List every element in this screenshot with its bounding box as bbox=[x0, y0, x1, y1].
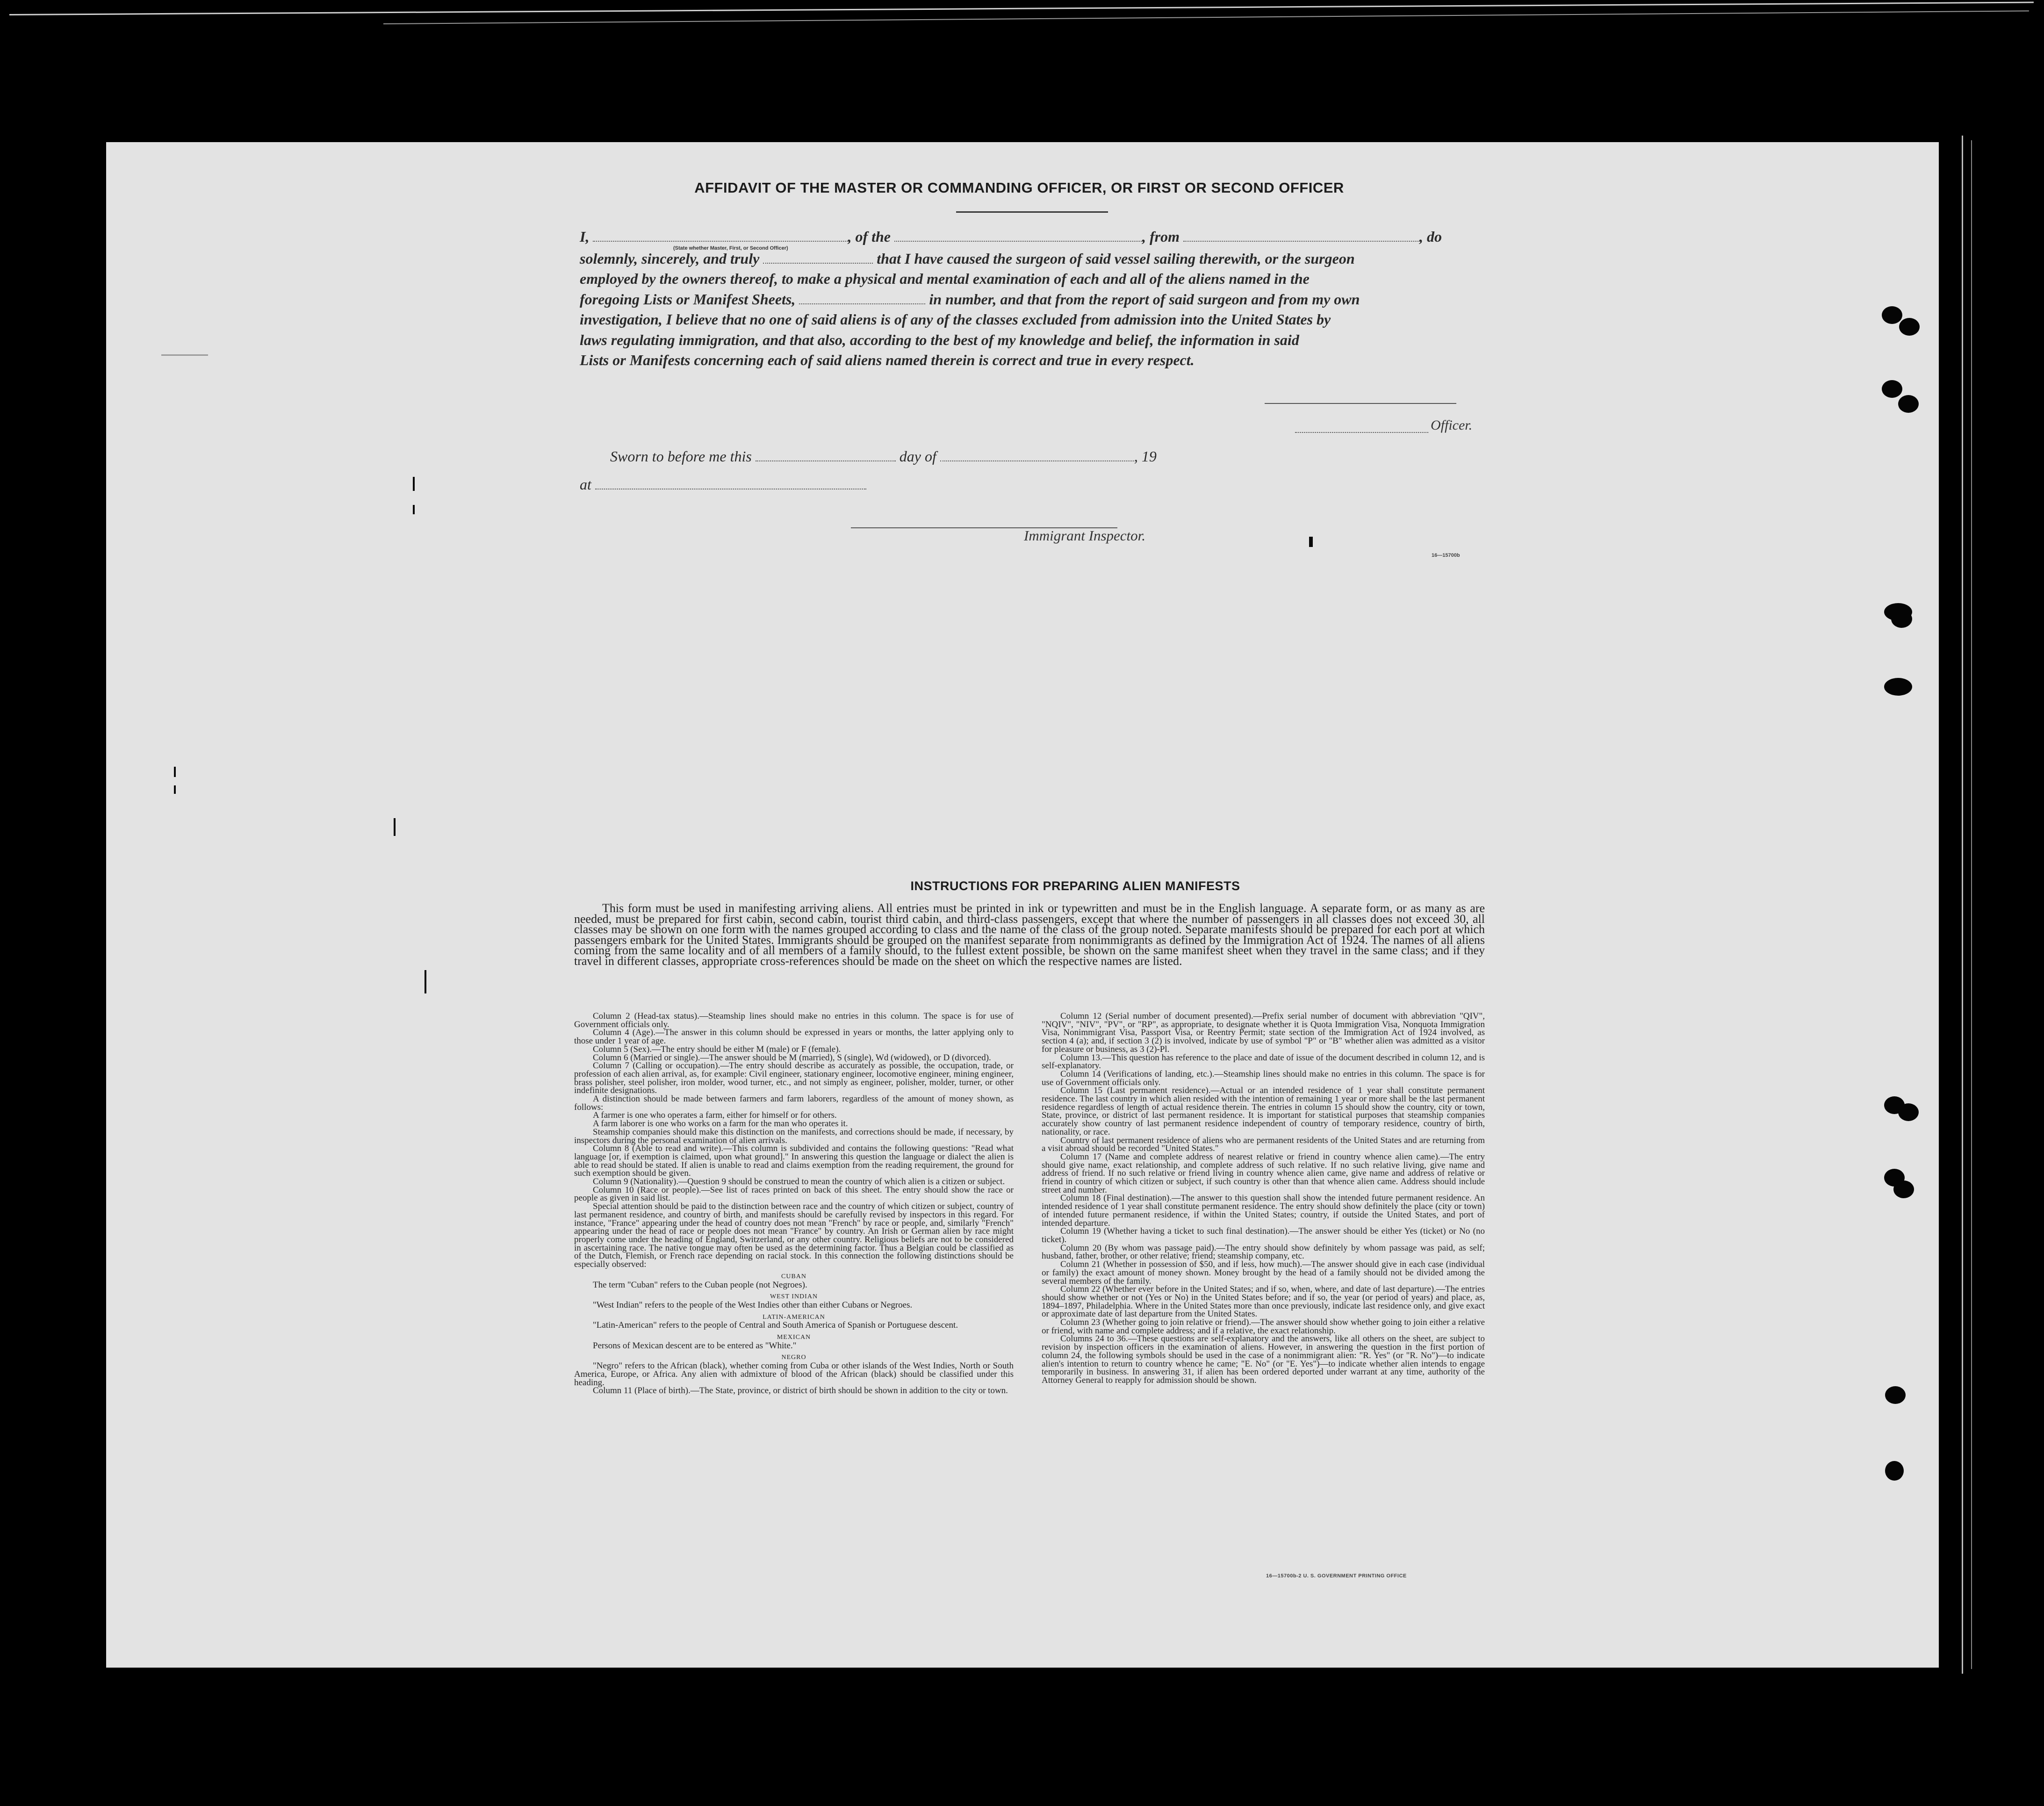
signature-line[interactable] bbox=[1265, 403, 1456, 404]
date-blank[interactable] bbox=[763, 252, 873, 264]
affidavit-line-6: laws regulating immigration, and that also, according to the best of my knowledge and belief, the information in said bbox=[580, 331, 1299, 348]
race-note: Persons of Mexican descent are to be entered as "White." bbox=[593, 1340, 797, 1351]
scan-mark bbox=[425, 970, 426, 993]
binding-hole bbox=[1885, 1386, 1906, 1404]
instructions-intro: This form must be used in manifesting arriving aliens. All entries must be printed in ink or typewritten and must be in the English language. A separate form, or as many as are needed, must be prepared for first cabin, second cabin, tourist third cabin, and third-class passengers, except that where the number of passengers in all classes does not exceed 30, all classes may be shown on one form with the names grouped according to class and the name of the class of the group noted. Separate manifests should be prepared for each port at which passengers embark for the United States. Immigrants should be grouped on the manifest separate from nonimmigrants as defined by the Immigration Act of 1924. The names of all aliens coming from the same locality and of all members of a family should, to the fullest extent possible, be shown on the same manifest sheet when they travel in the same class; and if they travel in different classes, appropriate cross-references should be made on the sheet on which the respective names are listed. bbox=[574, 901, 1485, 968]
column-instruction: Column 5 (Sex).—The entry should be either M (male) or F (female). bbox=[593, 1044, 841, 1054]
column-instruction: Column 9 (Nationality).—Question 9 should be construed to mean the country of which alien is a citizen or subject. bbox=[593, 1177, 1005, 1187]
vessel-blank[interactable] bbox=[894, 230, 1142, 242]
officer-rank-note: (State whether Master, First, or Second Officer) bbox=[673, 245, 788, 251]
affidavit-text: in number, and that from the report of said surgeon and from my own bbox=[929, 291, 1360, 308]
sworn-line bbox=[610, 448, 1157, 465]
officer-label: Officer. bbox=[1431, 417, 1473, 433]
column-instruction: Country of last permanent residence of aliens who are permanent residents of the United States and are returning from a visit abroad should be recorded "United States." bbox=[1042, 1135, 1485, 1154]
instructions-title: INSTRUCTIONS FOR PREPARING ALIEN MANIFESTS bbox=[910, 879, 1240, 893]
affidavit-text: , from bbox=[1142, 228, 1180, 245]
inspector-label: Immigrant Inspector. bbox=[1024, 527, 1146, 544]
column-instruction: Column 13.—This question has reference to the place and date of issue of the document described in column 12, and is self-explanatory. bbox=[1042, 1052, 1485, 1071]
column-instruction: Column 11 (Place of birth).—The State, province, or district of birth should be shown in addition to the city or town. bbox=[593, 1386, 1008, 1396]
column-instruction: Column 6 (Married or single).—The answer should be M (married), S (single), Wd (widowed), or D (divorced). bbox=[593, 1052, 991, 1063]
scan-mark bbox=[1309, 537, 1313, 547]
column-instruction: Column 21 (Whether in possession of $50, and if less, how much).—The answer should give in each case (individual or family) the exact amount of money shown. Money brought by the head of a family should not be divided among the several members of the family. bbox=[1042, 1259, 1485, 1286]
scan-mark bbox=[413, 477, 415, 491]
port-blank[interactable] bbox=[1183, 230, 1419, 242]
binding-hole bbox=[1898, 1103, 1919, 1121]
column-instruction: Special attention should be paid to the distinction between race and the country of which citizen or subject, country of last permanent residence, and country of birth, and manifests should be carefully revised by inspectors in this regard. For instance, "France" appearing under the head of country does not mean "French" by race or people, and, similarly "French" appearing under the head of race or people does not mean "France" by country. An Irish or German alien by race might properly come under the heading of England, Switzerland, or any other country. Religious beliefs are not to be considered in ascertaining race. The native tongue may often be used as the determining factor. Thus a Belgian could be classified as of the Dutch, Flemish, or French race depending on racial stock. In this connection the following distinctions should be especially observed: bbox=[574, 1202, 1014, 1270]
column-instruction: Column 8 (Able to read and write).—This column is subdivided and contains the following questions: "Read what language [or, if exemption is claimed, upon what ground]." In answering this question the language or dialect the alien is able to read should be stated. If alien is unable to read and claims exemption from the reading requirement, the ground for such exemption should be given. bbox=[574, 1144, 1014, 1179]
binding-hole bbox=[1891, 610, 1912, 628]
column-instruction: Column 18 (Final destination).—The answer to this question shall show the intended future permanent residence. An intended residence of 1 year shall constitute permanent residence. The entry should show definitely the place (city or town) of intended future permanent residence, if within the United States; country, if outside the United States, and port of intended departure. bbox=[1042, 1193, 1485, 1228]
sheet-edge bbox=[1962, 136, 1963, 1674]
sheet-edge bbox=[1971, 140, 1972, 1669]
affidavit-text: foregoing Lists or Manifest Sheets, bbox=[580, 291, 796, 308]
title-rule bbox=[956, 211, 1108, 213]
sworn-text: Sworn to before me this bbox=[610, 448, 752, 465]
sworn-text: at bbox=[580, 476, 591, 493]
printing-office-footer: 16—15700b-2 U. S. GOVERNMENT PRINTING OFFICE bbox=[1266, 1573, 1407, 1579]
column-instruction: Column 22 (Whether ever before in the United States; and if so, when, where, and date of last departure).—The entries should show whether or not (Yes or No) in the United States before; and if so, the year (or period of years) and place, as, 1894–1897, Philadelphia. Where in the United States more than once previously, indicate last residence only, and give exact or approximate date of last departure from the United States. bbox=[1042, 1284, 1485, 1319]
binding-hole bbox=[1899, 318, 1920, 336]
column-instruction: Column 12 (Serial number of document presented).—Prefix serial number of document with abbreviation "QIV", "NQIV", "NIV", "PV", or "RP", as appropriate, to designate whether it is Quota Immigration Visa, Nonquota Immigration Visa, Nonimmigrant Visa, Passport Visa, or Reentry Permit; state section of the Immigration Act of 1924 involved, as section 4 (a); and, if section 3 (2) is involved, indicate by use of symbol "P" or "B" whether alien was admitted as a visitor for pleasure or business, as 3 (2)-Pl. bbox=[1042, 1011, 1485, 1054]
sheet-count-blank[interactable] bbox=[799, 293, 925, 304]
affidavit-text: , of the bbox=[848, 228, 891, 245]
column-instruction: A farmer is one who operates a farm, either for himself or for others. bbox=[593, 1110, 837, 1121]
sworn-day-blank[interactable] bbox=[756, 450, 896, 461]
race-note: "Negro" refers to the African (black), whether coming from Cuba or other islands of the West Indies, North or South America, Europe, or Africa. Any alien with admixture of blood of the African (black) should be classified under this heading. bbox=[574, 1361, 1014, 1388]
column-instruction: A farm laborer is one who works on a farm for the man who operates it. bbox=[593, 1119, 848, 1129]
race-note: "West Indian" refers to the people of the West Indies other than either Cubans or Negroes. bbox=[593, 1300, 913, 1310]
column-instruction: Column 7 (Calling or occupation).—The entry should describe as accurately as possible, the occupation, trade, or profession of each alien arrival, as, for example: Civil engineer, stationary engineer, locomotive engineer, mining engineer, brass polisher, steel polisher, iron molder, wood turner, etc., and not simply as engineer, polisher, molder, turner, or other indefinite designations. bbox=[574, 1061, 1014, 1096]
affidavit-text: , do bbox=[1419, 228, 1442, 245]
scan-mark bbox=[174, 767, 176, 777]
race-note: "Latin-American" refers to the people of Central and South America of Spanish or Portuguese descent. bbox=[593, 1320, 958, 1331]
binding-hole bbox=[1898, 395, 1919, 413]
binding-hole bbox=[1893, 1180, 1914, 1198]
binding-hole bbox=[1885, 1461, 1904, 1481]
sworn-text: day of bbox=[899, 448, 936, 465]
instructions-left-column bbox=[574, 1012, 1014, 1395]
column-instruction: Column 23 (Whether going to join relative or friend).—The answer should show whether going to join either a relative or friend, with name and complete address; and if a relative, the exact relationship. bbox=[1042, 1317, 1485, 1336]
affidavit-line-1 bbox=[580, 228, 1442, 245]
race-heading: LATIN-AMERICAN bbox=[763, 1313, 825, 1321]
scan-mark bbox=[161, 354, 208, 356]
race-heading: NEGRO bbox=[781, 1354, 806, 1361]
affidavit-line-7: Lists or Manifests concerning each of said aliens named therein is correct and true in every respect. bbox=[580, 352, 1195, 368]
scan-mark bbox=[394, 818, 396, 836]
binding-hole bbox=[1884, 678, 1912, 696]
column-instruction: Column 15 (Last permanent residence).—Actual or an intended residence of 1 year shall constitute permanent residence. The last country in which alien resided with the intention of remaining 1 year or more shall be the last permanent residence regardless of length of actual residence therein. The entries in column 15 should show the country, city or town, State, province, or district of last permanent residence. It is important for statistical purposes that steamship companies accurately show country of last permanent residence independent of country of temporary residence, country of birth, nationality, or race. bbox=[1042, 1086, 1485, 1137]
binding-hole bbox=[1882, 380, 1902, 398]
binding-hole bbox=[1882, 306, 1902, 324]
column-instruction: Column 20 (By whom was passage paid).—The entry should show definitely by whom passage was paid, as self; husband, father, brother, or other relative; friend; steamship company, etc. bbox=[1042, 1243, 1485, 1261]
scan-mark bbox=[174, 785, 176, 794]
sworn-text: , 19 bbox=[1134, 448, 1157, 465]
column-instruction: A distinction should be made between farmers and farm laborers, regardless of the amount of money shown, as follows: bbox=[574, 1094, 1014, 1112]
affidavit-line-5: investigation, I believe that no one of said aliens is of any of the classes excluded from admission into the United States by bbox=[580, 311, 1331, 328]
scan-edge-line bbox=[383, 10, 2029, 24]
column-instruction: Column 4 (Age).—The answer in this column should be expressed in years or months, the latter applying only to those under 1 year of age. bbox=[574, 1028, 1014, 1046]
affidavit-text: that I have caused the surgeon of said vessel sailing therewith, or the surgeon bbox=[877, 250, 1355, 267]
column-instruction: Column 19 (Whether having a ticket to such final destination).—The answer should be either Yes (ticket) or No (no ticket). bbox=[1042, 1226, 1485, 1245]
column-instruction: Columns 24 to 36.—These questions are self-explanatory and the answers, like all others on the sheet, are subject to revision by inspection officers in the examination of aliens. However, in answering the question in the first portion of column 24, the following symbols should be used in the case of a nonimmigrant alien: "R. Yes" (or "R. No")—to indicate alien's intention to return to country whence he came; "E. No" (or "E. Yes")—to indicate whether alien intends to engage temporarily in business. In answering 31, if alien has been ordered deported under warrant at any time, authority of the Attorney General to reapply for admission should be shown. bbox=[1042, 1334, 1485, 1385]
sworn-place-blank[interactable] bbox=[595, 478, 866, 489]
column-instruction: Steamship companies should make this distinction on the manifests, and corrections should be made, if necessary, by inspectors during the personal examination of alien arrivals. bbox=[574, 1127, 1014, 1145]
column-instruction: Column 14 (Verifications of landing, etc.).—Steamship lines should make no entries in this column. The space is for use of Government officials only. bbox=[1042, 1069, 1485, 1087]
officer-name-blank[interactable] bbox=[593, 230, 848, 242]
race-heading: WEST INDIAN bbox=[770, 1293, 818, 1301]
scan-mark bbox=[413, 505, 415, 514]
affidavit-line-2 bbox=[580, 250, 1355, 267]
affidavit-text: I, bbox=[580, 228, 590, 245]
column-instruction: Column 10 (Race or people).—See list of races printed on back of this sheet. The entry should show the race or people as given in said list. bbox=[574, 1185, 1014, 1203]
affidavit-text: solemnly, sincerely, and truly bbox=[580, 250, 760, 267]
form-number: 16—15700b bbox=[1432, 553, 1460, 558]
race-heading: MEXICAN bbox=[777, 1334, 811, 1341]
affidavit-line-4 bbox=[580, 291, 1360, 308]
column-instruction: Column 2 (Head-tax status).—Steamship lines should make no entries in this column. The space is for use of Government officials only. bbox=[574, 1011, 1014, 1029]
affidavit-line-3: employed by the owners thereof, to make a physical and mental examination of each and all of the aliens named in the bbox=[580, 270, 1310, 287]
column-instruction: Column 17 (Name and complete address of nearest relative or friend in country whence alien came).—The entry should give name, exact relationship, and complete address of such relative. If no such relative living, give name and address of friend. If no such relative or friend living in country whence alien came, give name and address of relative or friend in country of which citizen or subject, if such country is other than that whence alien came. Address should include street and number. bbox=[1042, 1151, 1485, 1195]
race-heading: CUBAN bbox=[781, 1273, 806, 1280]
race-note: The term "Cuban" refers to the Cuban people (not Negroes). bbox=[593, 1280, 807, 1290]
instructions-right-column bbox=[1042, 1012, 1485, 1385]
affidavit-title: AFFIDAVIT OF THE MASTER OR COMMANDING OFFICER, OR FIRST OR SECOND OFFICER bbox=[694, 180, 1344, 196]
sworn-place-line bbox=[580, 476, 866, 493]
officer-signature-line[interactable] bbox=[1295, 431, 1428, 433]
sworn-month-blank[interactable] bbox=[940, 450, 1134, 461]
